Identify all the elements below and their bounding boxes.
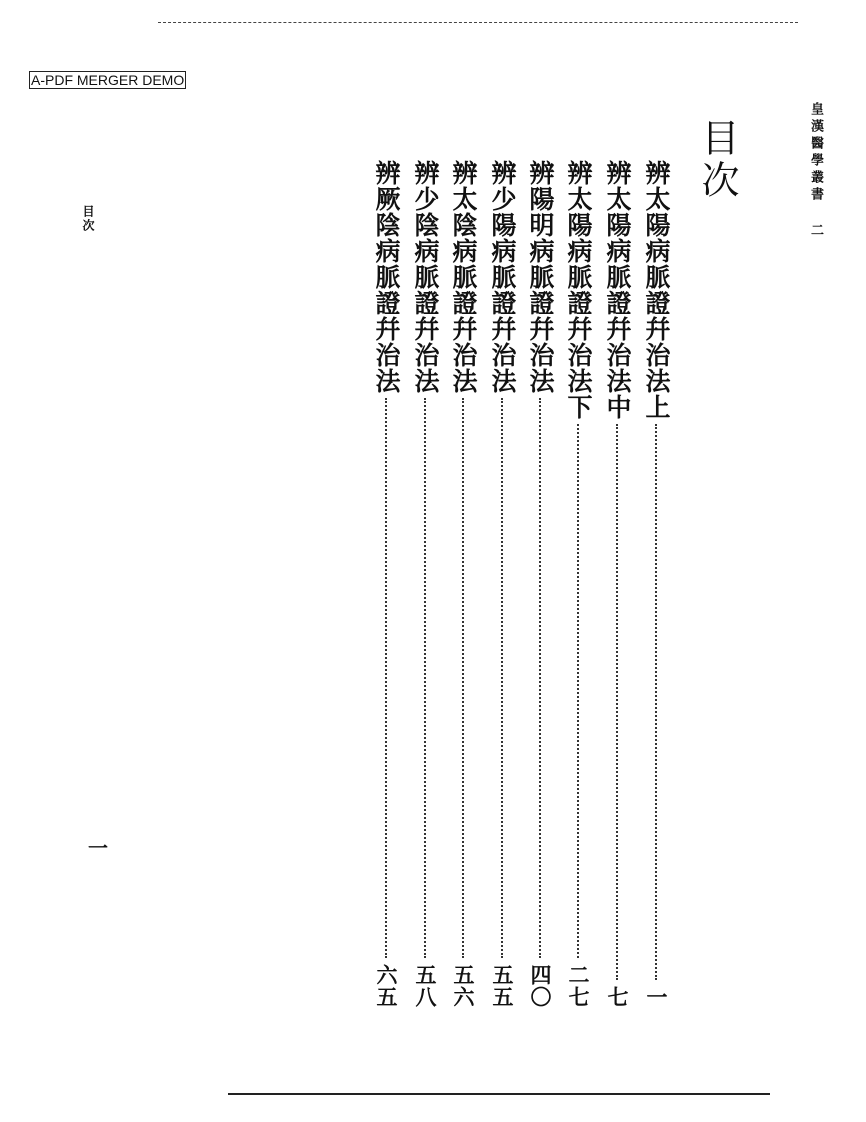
toc-entry-page: 五六 xyxy=(451,964,476,1008)
series-title: 皇漢醫學叢書 二 xyxy=(808,102,823,240)
toc-leader-dots xyxy=(385,398,387,958)
toc-entry[interactable] xyxy=(562,160,594,1008)
watermark-label: A-PDF MERGER DEMO xyxy=(31,72,185,88)
toc-entry-title: 辨太陽病脈證幷治法上 xyxy=(642,160,671,420)
toc-leader-dots xyxy=(501,398,503,958)
bottom-rule xyxy=(228,1093,770,1095)
margin-section-label: 目次 xyxy=(81,205,95,233)
toc-leader-dots xyxy=(539,398,541,958)
toc-entry-page: 四〇 xyxy=(528,964,553,1008)
toc-entry-title: 辨少陰病脈證幷治法 xyxy=(411,160,440,394)
toc-entry-title: 辨太陽病脈證幷治法中 xyxy=(603,160,632,420)
toc-entry-title: 辨陽明病脈證幷治法 xyxy=(526,160,555,394)
toc-heading: 目次 xyxy=(695,118,739,202)
toc-entry[interactable] xyxy=(447,160,479,1008)
page-number: 一 xyxy=(88,836,108,860)
toc-leader-dots xyxy=(655,424,657,980)
toc-entry-page: 六五 xyxy=(374,964,399,1008)
toc-entry-title: 辨少陽病脈證幷治法 xyxy=(488,160,517,394)
top-rule xyxy=(158,22,798,23)
toc-entry-page: 一 xyxy=(644,986,669,1008)
toc-entry[interactable] xyxy=(486,160,518,1008)
toc-leader-dots xyxy=(577,424,579,958)
toc-entry-page: 二七 xyxy=(566,964,591,1008)
toc-entry[interactable] xyxy=(601,160,633,1008)
toc-entry-title: 辨太陽病脈證幷治法下 xyxy=(564,160,593,420)
toc-entry[interactable] xyxy=(640,160,672,1008)
toc-leader-dots xyxy=(616,424,618,980)
toc-leader-dots xyxy=(424,398,426,958)
toc-entry[interactable] xyxy=(370,160,402,1008)
toc-entry-page: 五八 xyxy=(413,964,438,1008)
toc-entry-page: 五五 xyxy=(490,964,515,1008)
toc-entry-title: 辨厥陰病脈證幷治法 xyxy=(372,160,401,394)
toc-entry-page: 七 xyxy=(605,986,630,1008)
toc-entry[interactable] xyxy=(409,160,441,1008)
toc-entry-title: 辨太陰病脈證幷治法 xyxy=(449,160,478,394)
toc-leader-dots xyxy=(462,398,464,958)
toc-entry[interactable] xyxy=(524,160,556,1008)
